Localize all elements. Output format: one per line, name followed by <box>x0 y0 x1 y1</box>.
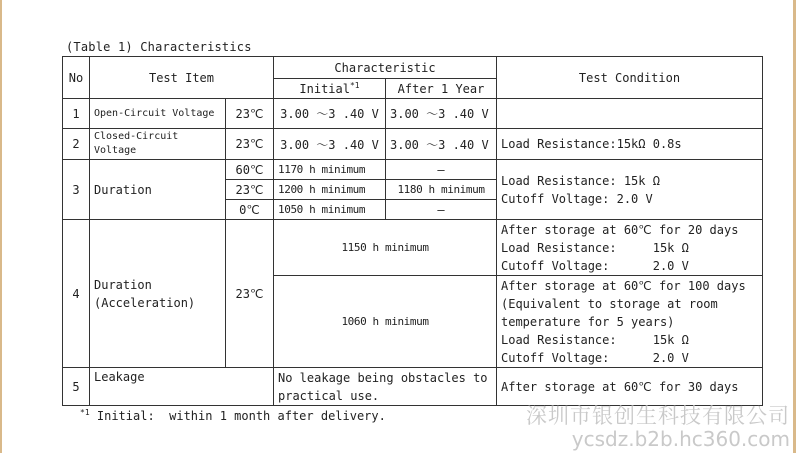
table-caption: (Table 1) Characteristics <box>66 40 252 54</box>
row-4-item <box>90 220 226 368</box>
row-4a-value: 1150 h minimum <box>274 220 497 276</box>
row-3-condition-line-1: Load Resistance: 15k Ω <box>501 173 660 188</box>
row-1-condition <box>497 99 763 129</box>
row-2-temp: 23℃ <box>226 129 274 160</box>
row-4-temp: 23℃ <box>226 220 274 368</box>
page-edge-left <box>0 0 2 453</box>
row-3c-initial: 1050 h minimum <box>274 200 386 220</box>
row-2-after: 3.00 ～3 .40 V <box>386 129 497 160</box>
row-4a-condition-line-1: After storage at 60℃ for 20 days <box>501 222 739 237</box>
row-4b-condition-line-3: temperature for 5 years) <box>501 314 675 329</box>
row-1-no: 1 <box>63 99 90 129</box>
header-characteristic: Characteristic <box>274 57 497 79</box>
row-3a-temp: 60℃ <box>226 160 274 180</box>
header-test-condition: Test Condition <box>497 57 763 99</box>
row-5-no: 5 <box>63 368 90 406</box>
row-5-value-line-1: No leakage being obstacles to <box>278 370 488 385</box>
table-row <box>63 160 763 180</box>
header-row-1 <box>63 57 763 79</box>
row-5-condition: After storage at 60℃ for 30 days <box>497 368 763 406</box>
header-after-1-year: After 1 Year <box>386 79 497 99</box>
row-5-item: Leakage <box>90 368 274 406</box>
row-2-no: 2 <box>63 129 90 160</box>
footnote-text: Initial: within 1 month after delivery. <box>96 409 386 423</box>
row-4b-condition-line-1: After storage at 60℃ for 100 days <box>501 278 746 293</box>
row-5-value-line-2: practical use. <box>278 388 380 403</box>
row-3-condition <box>497 160 763 220</box>
row-4-item-line-1: Duration <box>94 277 152 292</box>
characteristics-table <box>62 56 763 406</box>
row-5-value <box>274 368 497 406</box>
row-4a-condition <box>497 220 763 276</box>
row-3b-temp: 23℃ <box>226 180 274 200</box>
row-2-item: Closed-Circuit Voltage <box>90 129 226 160</box>
row-3b-initial: 1200 h minimum <box>274 180 386 200</box>
row-4a-condition-line-2: Load Resistance: 15k Ω <box>501 240 689 255</box>
row-2-condition: Load Resistance:15kΩ 0.8s <box>497 129 763 160</box>
row-4b-condition-line-4: Load Resistance: 15k Ω <box>501 332 689 347</box>
table-row <box>63 368 763 406</box>
watermark-url: ycsdz.b2b.hc360.com <box>571 427 790 451</box>
table-row <box>63 129 763 160</box>
row-4a-condition-line-3: Cutoff Voltage: 2.0 V <box>501 258 689 273</box>
row-4b-condition-line-2: (Equivalent to storage at room <box>501 296 718 311</box>
row-3a-after: — <box>386 160 497 180</box>
row-2-initial: 3.00 ～3 .40 V <box>274 129 386 160</box>
row-3-item: Duration <box>90 160 226 220</box>
row-1-after: 3.00 ～3 .40 V <box>386 99 497 129</box>
footnote-mark: *1 <box>80 408 90 417</box>
table-row <box>63 220 763 276</box>
row-4-no: 4 <box>63 220 90 368</box>
row-4-item-line-2: (Acceleration) <box>94 295 196 310</box>
row-1-initial: 3.00 ～3 .40 V <box>274 99 386 129</box>
row-3b-after: 1180 h minimum <box>386 180 497 200</box>
header-no: No <box>63 57 90 99</box>
header-initial-footnote-mark: *1 <box>349 81 360 90</box>
row-4b-value: 1060 h minimum <box>274 276 497 368</box>
row-3-no: 3 <box>63 160 90 220</box>
row-4b-condition-line-5: Cutoff Voltage: 2.0 V <box>501 350 689 365</box>
header-initial <box>274 79 386 99</box>
header-initial-label: Initial <box>299 82 350 96</box>
row-3c-temp: 0℃ <box>226 200 274 220</box>
table-footnote <box>80 408 386 423</box>
row-3c-after: — <box>386 200 497 220</box>
table-row <box>63 99 763 129</box>
row-3a-initial: 1170 h minimum <box>274 160 386 180</box>
row-3-condition-line-2: Cutoff Voltage: 2.0 V <box>501 191 653 206</box>
row-1-item: Open-Circuit Voltage <box>90 99 226 129</box>
watermark-company: 深圳市银创生科技有限公司 <box>526 404 790 428</box>
header-test-item: Test Item <box>90 57 274 99</box>
watermark <box>526 404 790 450</box>
row-4b-condition <box>497 276 763 368</box>
row-1-temp: 23℃ <box>226 99 274 129</box>
